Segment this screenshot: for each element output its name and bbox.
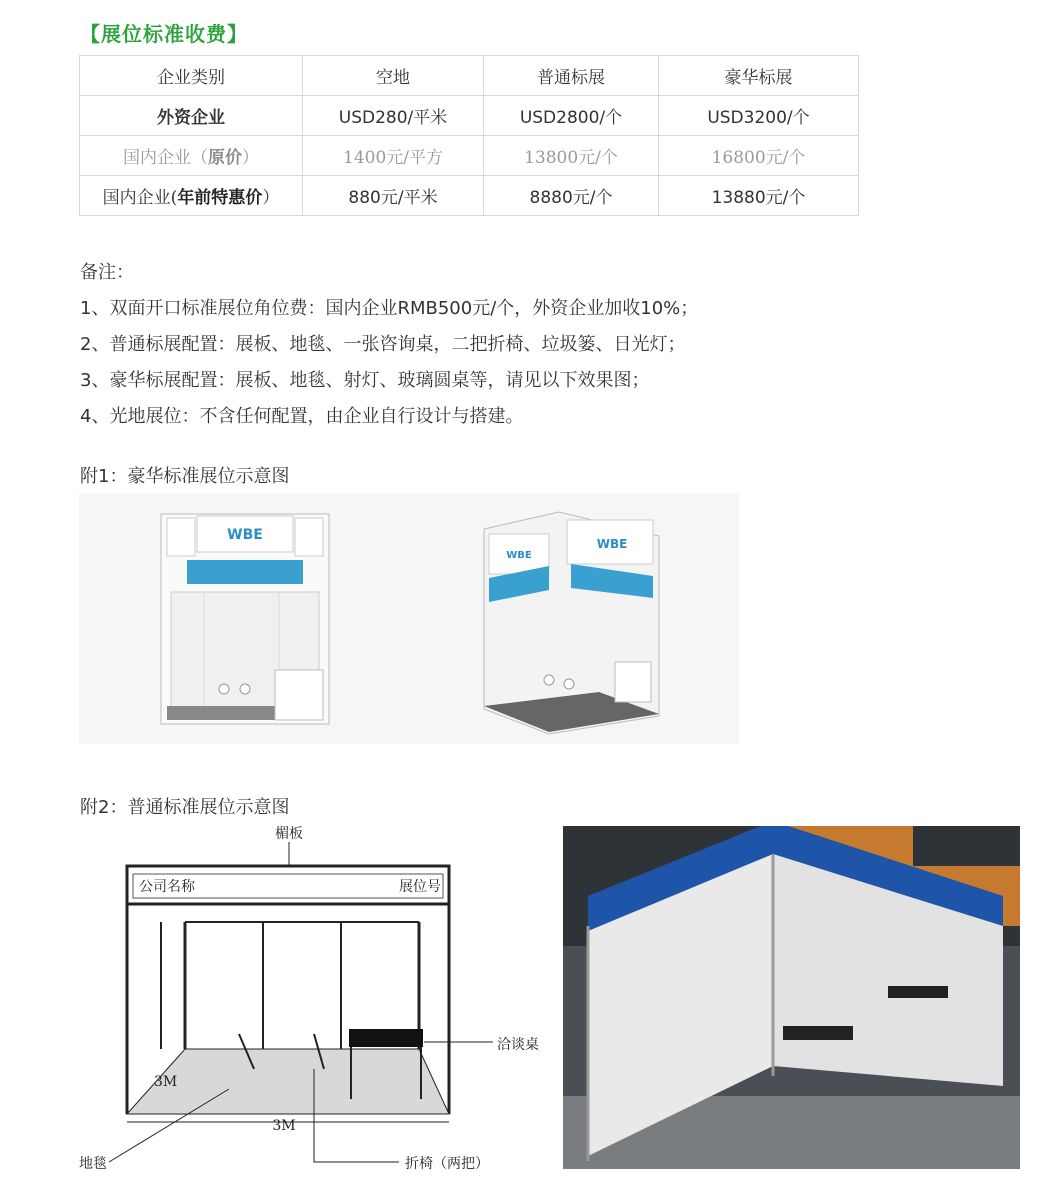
table-label: 洽谈桌	[497, 1037, 539, 1053]
company-name-label: 公司名称	[139, 879, 195, 895]
cell-price: 16800元/个	[659, 136, 859, 176]
appendix1-caption: 附1：豪华标准展位示意图	[80, 466, 290, 487]
cell-price: USD280/平米	[303, 96, 484, 136]
luxury-booth-image	[79, 494, 739, 744]
notes-heading: 备注：	[80, 262, 134, 283]
cell-price: USD2800/个	[484, 96, 659, 136]
booth-logo: WBE	[227, 527, 263, 543]
cell-price: 13880元/个	[659, 176, 859, 216]
header-space: 空地	[303, 56, 484, 96]
cell-category: 国内企业(年前特惠价）	[80, 176, 303, 216]
fascia-label: 楣板	[275, 826, 303, 842]
header-luxury: 豪华标展	[659, 56, 859, 96]
note-item: 2、普通标展配置：展板、地毯、一张咨询桌，二把折椅、垃圾篓、日光灯；	[80, 334, 686, 355]
fee-table	[79, 55, 859, 216]
booth-number-label: 展位号	[399, 879, 441, 895]
carpet-label: 地毯	[79, 1156, 107, 1172]
cell-category: 外资企业	[80, 96, 303, 136]
table-header-row	[80, 56, 859, 96]
section-title: 【展位标准收费】	[80, 22, 248, 46]
note-item: 4、光地展位：不含任何配置，由企业自行设计与搭建。	[80, 406, 524, 427]
appendix2-caption: 附2：普通标准展位示意图	[80, 797, 290, 818]
cell-price: 880元/平米	[303, 176, 484, 216]
table-row	[80, 96, 859, 136]
booth-logo: WBE	[596, 537, 628, 551]
cell-price: 13800元/个	[484, 136, 659, 176]
booth-photo-illustration	[563, 826, 1020, 1169]
standard-booth-drawing	[79, 824, 549, 1174]
cell-price: 1400元/平方	[303, 136, 484, 176]
depth-dimension: 3M	[154, 1074, 178, 1090]
notes	[80, 255, 698, 435]
cell-price: USD3200/个	[659, 96, 859, 136]
standard-booth-diagram	[79, 824, 549, 1174]
header-category: 企业类别	[80, 56, 303, 96]
table-row	[80, 176, 859, 216]
booth-front-view	[161, 514, 329, 724]
width-dimension: 3M	[272, 1118, 296, 1134]
table-row	[80, 136, 859, 176]
standard-booth-photo	[563, 826, 1020, 1169]
note-item: 3、豪华标展配置：展板、地毯、射灯、玻璃圆桌等，请见以下效果图；	[80, 370, 650, 391]
chairs-label: 折椅（两把）	[405, 1156, 489, 1172]
cell-price: 8880元/个	[484, 176, 659, 216]
header-standard: 普通标展	[484, 56, 659, 96]
booth-logo: WBE	[506, 550, 532, 561]
booth-corner-view	[484, 512, 659, 734]
note-item: 1、双面开口标准展位角位费：国内企业RMB500元/个，外资企业加收10%；	[80, 298, 699, 319]
cell-category: 国内企业（原价）	[80, 136, 303, 176]
luxury-booth-illustration	[79, 494, 739, 744]
